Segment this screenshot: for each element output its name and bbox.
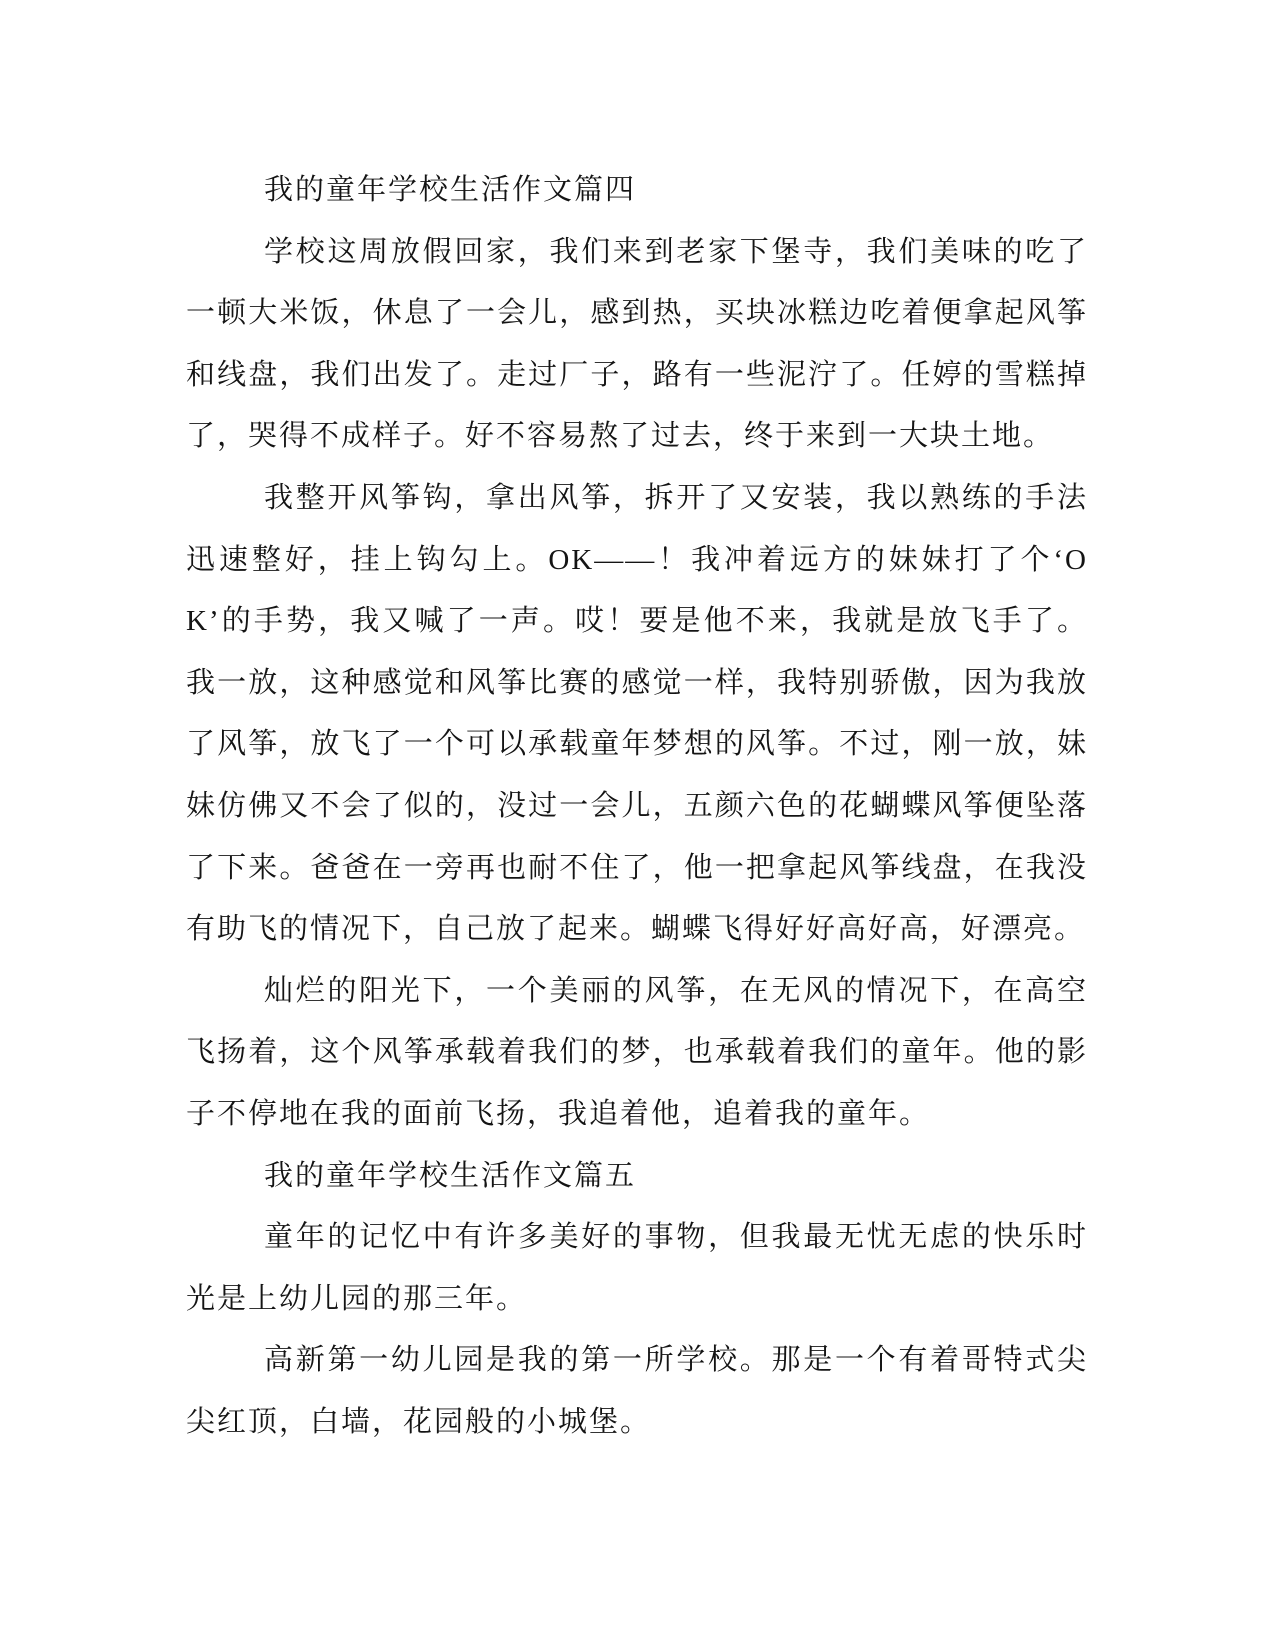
essay-paragraph: 高新第一幼儿园是我的第一所学校。那是一个有着哥特式尖尖红顶，白墙，花园般的小城堡。 xyxy=(186,1344,1088,1438)
essay-paragraph: 学校这周放假回家，我们来到老家下堡寺，我们美味的吃了一顿大米饭，休息了一会儿，感到热，买块冰糕边吃着便拿起风筝和线盘，我们出发了。走过厂子，路有一些泥泞了。任婷的雪糕掉了，哭得不成样子。好不容易熬了过去，终于来到一大块土地。 xyxy=(186,235,1088,453)
essay-paragraph: 童年的记忆中有许多美好的事物，但我最无忧无虑的快乐时光是上幼儿园的那三年。 xyxy=(186,1221,1088,1315)
essay-paragraph: 我整开风筝钩，拿出风筝，拆开了又安装，我以熟练的手法迅速整好，挂上钩勾上。OK——！我冲着远方的妹妹打了个‘OK’的手势，我又喊了一声。哎！要是他不来，我就是放飞手了。我一放，这种感觉和风筝比赛的感觉一样，我特别骄傲，因为我放了风筝，放飞了一个可以承载童年梦想的风筝。不过，刚一放，妹妹仿佛又不会了似的，没过一会儿，五颜六色的花蝴蝶风筝便坠落了下来。爸爸在一旁再也耐不住了，他一把拿起风筝线盘，在我没有助飞的情况下，自己放了起来。蝴蝶飞得好好高好高，好漂亮。 xyxy=(186,481,1088,946)
essay-paragraph: 灿烂的阳光下，一个美丽的风筝，在无风的情况下，在高空飞扬着，这个风筝承载着我们的梦，也承载着我们的童年。他的影子不停地在我的面前飞扬，我追着他，追着我的童年。 xyxy=(186,974,1088,1130)
essay-heading-part5: 我的童年学校生活作文篇五 xyxy=(264,1159,637,1192)
essay-heading-part4: 我的童年学校生活作文篇四 xyxy=(264,174,637,206)
